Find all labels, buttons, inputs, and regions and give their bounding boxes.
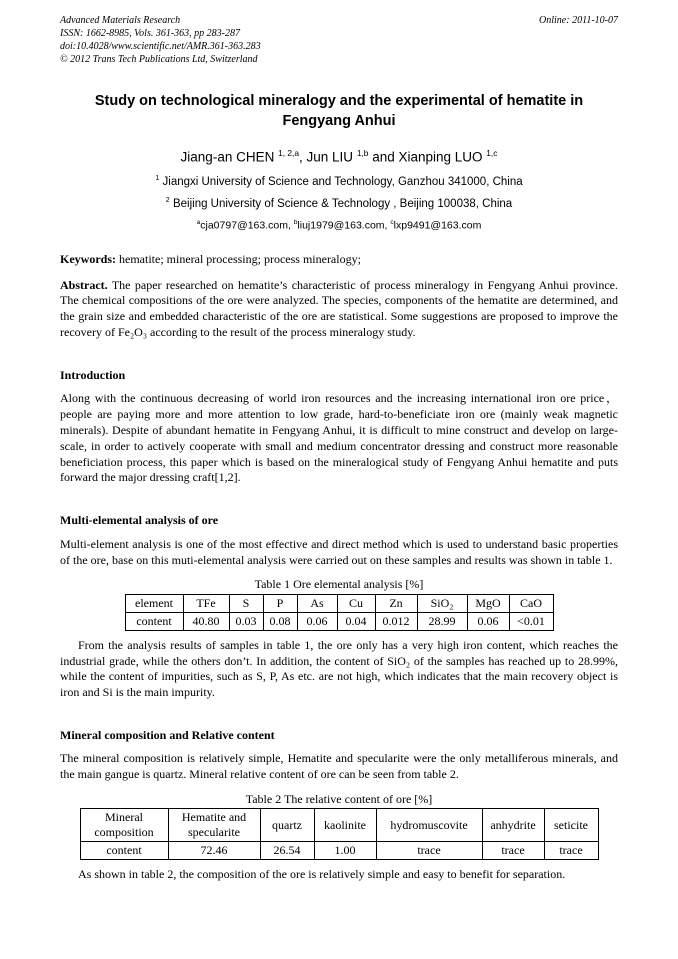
table-1-cell: MgO: [467, 594, 509, 612]
table-2-cell: 26.54: [260, 842, 314, 860]
affiliation-2: [60, 196, 618, 210]
table-1-cell: 28.99: [417, 612, 467, 630]
table-1-cell: 0.06: [297, 612, 337, 630]
table-2-cell: 1.00: [314, 842, 376, 860]
keywords-line: [60, 252, 618, 268]
journal-name: Advanced Materials Research: [60, 15, 181, 26]
table-1-cell: 0.08: [263, 612, 297, 630]
section-heading-mineral-composition: Mineral composition and Relative content: [60, 728, 275, 743]
online-date: Online: 2011-10-07: [539, 15, 618, 26]
table-1-cell: SiO₂: [417, 594, 467, 612]
table-2-cell: content: [80, 842, 168, 860]
table-1-cell: 0.012: [375, 612, 417, 630]
table-1-discussion-paragraph: From the analysis results of samples in table 1, the ore only has a very high iron content, which reaches the industrial grade, while the others don’t. In addition, the content of SiO₂ of the samples has reached up to 28.99%, while the content of impurities, such as S, P, As etc. are not high, which indicates that the main recovery object is iron and Si is the main impurity.: [60, 637, 618, 700]
table-2-content-row: [80, 842, 598, 860]
table-1-header-row: [125, 594, 553, 612]
table-1-cell: Cu: [337, 594, 375, 612]
table-2-cell: trace: [544, 842, 598, 860]
author-name-2: Jun LIU: [306, 149, 357, 165]
table-2-cell: Hematite and specularite: [168, 809, 260, 842]
abstract-text: The paper researched on hematite’s characteristic of process mineralogy in Fengyang Anhui province. The chemical compositions of the ore were analyzed. The species, components of the hematite are determined, and the grain size and embedded characteristic of the ore are statistical. Some suggestions are proposed to improve the recovery of Fe₂O₃ according to the result of the process mineralogy study.: [60, 277, 618, 340]
table-1-cell: Zn: [375, 594, 417, 612]
table-1-cell: content: [125, 612, 183, 630]
table-1-cell: 0.06: [467, 612, 509, 630]
journal-doi-line: doi:10.4028/www.scientific.net/AMR.361-363.283: [60, 41, 261, 52]
table-1-cell: As: [297, 594, 337, 612]
author-name-1: Jiang-an CHEN: [180, 149, 279, 165]
table-2-cell: trace: [482, 842, 544, 860]
author-name-3: Xianping LUO: [398, 149, 487, 165]
table-1-cell: TFe: [183, 594, 229, 612]
table-2-cell: anhydrite: [482, 809, 544, 842]
keywords-label: Keywords:: [60, 251, 116, 266]
table-2-cell: seticite: [544, 809, 598, 842]
emails-line: [60, 219, 618, 232]
abstract: [60, 278, 618, 341]
email-2: liuj1979@163.com,: [297, 219, 391, 232]
table-1-cell: 40.80: [183, 612, 229, 630]
email-1: cja0797@163.com,: [200, 219, 294, 232]
email-sup-3: c: [390, 219, 394, 227]
affiliation-1-text: Jiangxi University of Science and Technology, Ganzhou 341000, China: [159, 175, 523, 188]
author-sup-3: 1,c: [486, 148, 498, 159]
author-separator-1: ,: [299, 149, 307, 165]
journal-copyright-line: © 2012 Trans Tech Publications Ltd, Switzerland: [60, 54, 258, 65]
table-1-cell: 0.04: [337, 612, 375, 630]
table-1-cell: P: [263, 594, 297, 612]
table-1-cell: 0.03: [229, 612, 263, 630]
authors-line: [60, 148, 618, 165]
journal-header-left: [60, 14, 261, 66]
journal-issn-line: ISSN: 1662-8985, Vols. 361-363, pp 283-287: [60, 28, 240, 39]
table-1: [125, 594, 554, 631]
email-sup-2: b: [293, 219, 298, 227]
author-separator-2: and: [368, 149, 399, 165]
abstract-label: Abstract.: [60, 277, 108, 292]
journal-header: [60, 14, 618, 66]
table-1-cell: element: [125, 594, 183, 612]
affiliation-1: [60, 174, 618, 188]
table-2-cell: hydromuscovite: [376, 809, 482, 842]
email-sup-1: a: [196, 219, 201, 227]
table-1-cell: S: [229, 594, 263, 612]
table-1-cell: <0.01: [509, 612, 553, 630]
keywords-text: hematite; mineral processing; process mineralogy;: [116, 251, 361, 266]
table-2-discussion-paragraph: As shown in table 2, the composition of the ore is relatively simple and easy to benefit for separation.: [78, 867, 566, 882]
table-2-cell: Mineral composition: [80, 809, 168, 842]
affiliation-2-text: Beijing University of Science & Technology , Beijing 100038, China: [169, 198, 513, 211]
paper-title: Study on technological mineralogy and the experimental of hematite in Fengyang Anhui: [94, 93, 584, 129]
author-sup-1: 1, 2,a: [278, 148, 300, 159]
mineral-composition-paragraph: The mineral composition is relatively simple, Hematite and specularite were the only metalliferous minerals, and the main gangue is quartz. Mineral relative content of ore can be seen from table 2.: [60, 751, 618, 782]
table-1-caption: Table 1 Ore elemental analysis [%]: [254, 577, 424, 592]
introduction-paragraph: Along with the continuous decreasing of world iron resources and the increasing international iron ore price，people are paying more and more attention to low grade, hard-to-beneficiate iron ore (mainly weak magnetic minerals). Despite of abundant hematite in Fengyang Anhui, it is difficult to mine construct and develop on large-scale, in order to actively cooperate with small and medium concentrator dressing and construct more reasonable beneficiation process, this paper which is based on the mineralogical study of Fengyang Anhui hematite and puts forward the major dressing craft[1,2].: [60, 391, 618, 485]
table-1-cell: CaO: [509, 594, 553, 612]
table-2-cell: quartz: [260, 809, 314, 842]
email-3: lxp9491@163.com: [393, 219, 482, 232]
multi-elemental-paragraph: Multi-element analysis is one of the most effective and direct method which is used to understand basic properties of the ore, base on this muti-elemental analysis were carried out on these samples and results was shown in table 1.: [60, 536, 618, 567]
table-2-cell: kaolinite: [314, 809, 376, 842]
section-heading-multi-elemental: Multi-elemental analysis of ore: [60, 513, 219, 528]
affiliation-1-sup: 1: [155, 173, 160, 182]
table-2-cell: 72.46: [168, 842, 260, 860]
affiliation-2-sup: 2: [165, 196, 170, 205]
table-1-content-row: [125, 612, 553, 630]
table-2-caption: Table 2 The relative content of ore [%]: [245, 792, 433, 807]
table-2-header-row: [80, 809, 598, 842]
table-2-cell: trace: [376, 842, 482, 860]
section-heading-introduction: Introduction: [60, 367, 126, 382]
table-2: [80, 808, 599, 860]
author-sup-2: 1,b: [356, 148, 369, 159]
